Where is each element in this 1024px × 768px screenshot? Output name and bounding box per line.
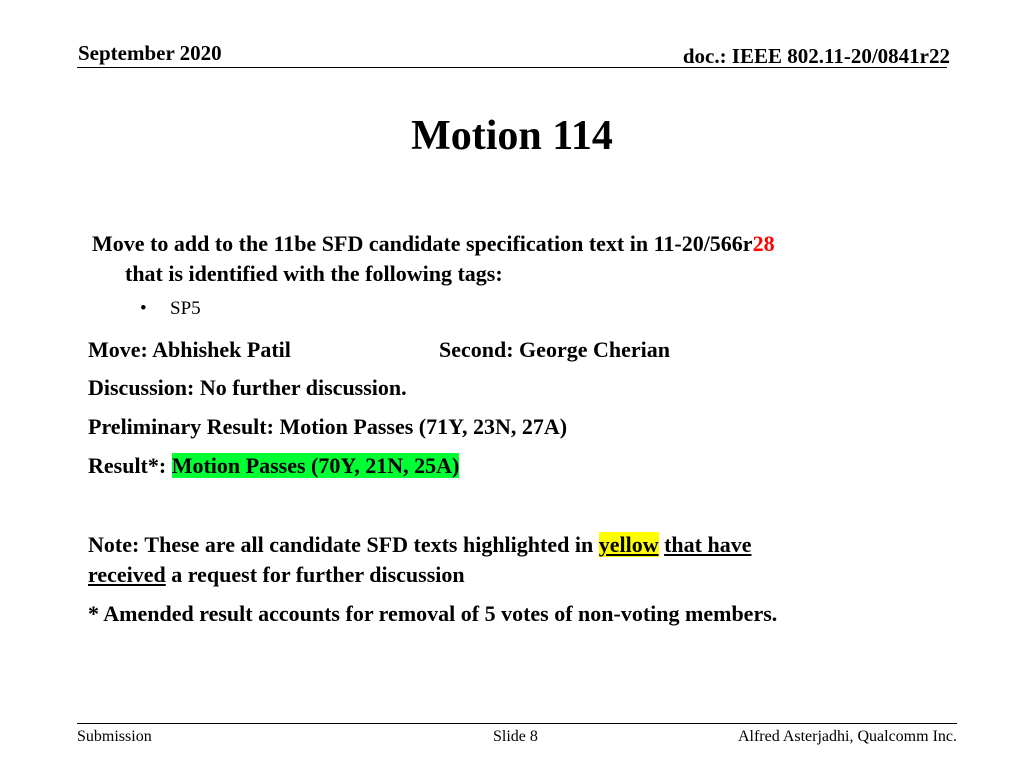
result-value: Motion Passes (70Y, 21N, 25A) [171, 453, 460, 478]
discussion: Discussion: No further discussion. [88, 375, 407, 400]
seconder: Second: George Cherian [439, 337, 670, 362]
note [88, 530, 948, 590]
header-date: September 2020 [78, 41, 222, 65]
header-doc-id: doc.: IEEE 802.11-20/0841r22 [682, 44, 950, 68]
note-underlined-1: that have [664, 532, 752, 557]
slide-title: Motion 114 [411, 113, 613, 159]
tag-list-item [140, 298, 201, 320]
motion-text-line2: that is identified with the following tags: [125, 261, 503, 286]
footer-divider [77, 723, 957, 724]
header-divider [77, 67, 947, 68]
result-label: Result*: [88, 453, 172, 478]
motion-revision-number: 28 [752, 231, 775, 256]
slide-number: Slide 8 [493, 728, 538, 745]
motion-text [92, 229, 952, 289]
mover: Move: Abhishek Patil [88, 337, 291, 362]
note-part3: a request for further discussion [165, 562, 465, 587]
footer-author: Alfred Asterjadhi, Qualcomm Inc. [737, 728, 957, 745]
bullet-icon: • [140, 298, 147, 319]
note-highlight: yellow [598, 532, 659, 557]
note-part1: Note: These are all candidate SFD texts highlighted in [88, 532, 599, 557]
note-underlined-2: received [88, 562, 166, 587]
motion-text-line1: Move to add to the 11be SFD candidate specification text in 11-20/566r [92, 231, 753, 256]
preliminary-result: Preliminary Result: Motion Passes (71Y, 23N, 27A) [88, 414, 568, 439]
tag-label: SP5 [170, 298, 201, 319]
amended-note: * Amended result accounts for removal of 5 votes of non-voting members. [88, 601, 778, 626]
result [88, 451, 459, 481]
footer-left: Submission [77, 728, 152, 745]
